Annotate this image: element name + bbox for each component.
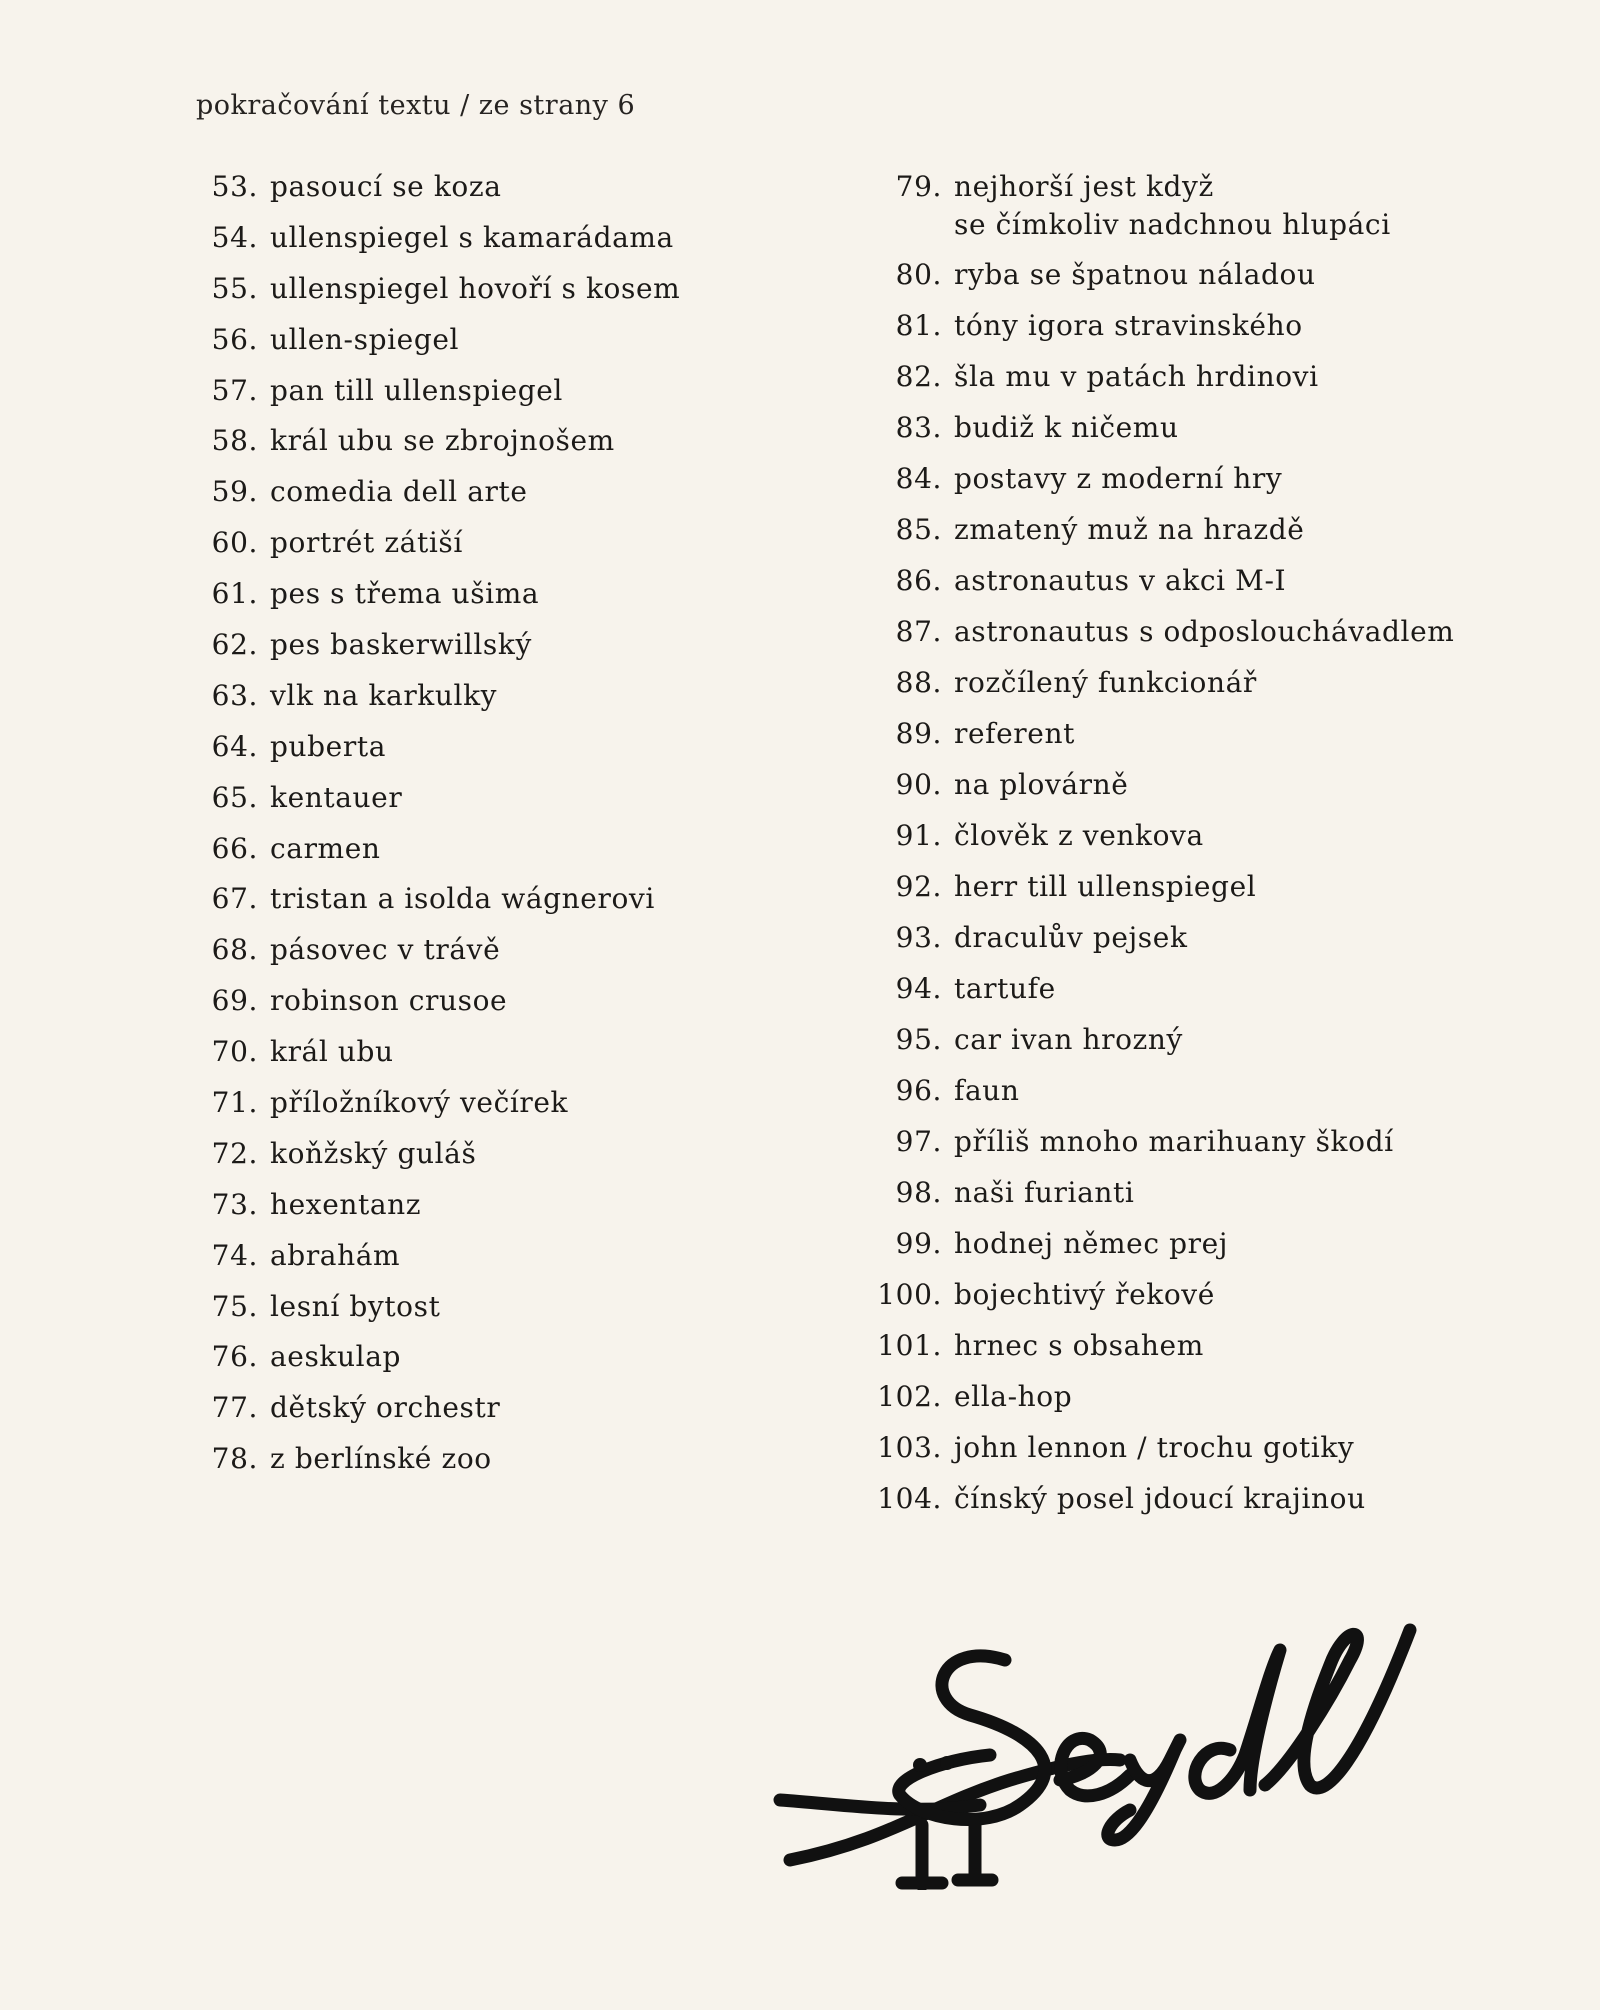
item-title: ella-hop bbox=[954, 1380, 1073, 1413]
item-number: 92. bbox=[895, 870, 942, 903]
item-title: ullenspiegel s kamarádama bbox=[270, 220, 674, 254]
item-title: hrnec s obsahem bbox=[954, 1329, 1204, 1362]
item-title: draculův pejsek bbox=[954, 921, 1188, 954]
item-number: 78. bbox=[211, 1442, 258, 1476]
item-number: 91. bbox=[895, 819, 942, 852]
item-number: 53. bbox=[211, 170, 258, 203]
list-item bbox=[830, 460, 1550, 511]
list-right-column bbox=[830, 168, 1550, 1531]
item-title: nejhorší jest když se čímkoliv nadchnou hlupáci bbox=[954, 170, 1391, 241]
item-number: 74. bbox=[211, 1238, 258, 1272]
item-number: 85. bbox=[895, 513, 942, 546]
item-title: koňžský guláš bbox=[270, 1136, 477, 1170]
list-item bbox=[830, 562, 1550, 613]
item-number: 66. bbox=[211, 831, 258, 865]
list-item bbox=[150, 270, 790, 321]
list-item bbox=[150, 575, 790, 626]
signature-stroke-l bbox=[1265, 1630, 1410, 1788]
item-title: ullenspiegel hovoří s kosem bbox=[270, 271, 681, 305]
item-title: příložníkový večírek bbox=[270, 1086, 569, 1120]
list-item bbox=[150, 524, 790, 575]
item-number: 89. bbox=[895, 717, 942, 750]
item-title: john lennon / trochu gotiky bbox=[954, 1431, 1355, 1464]
item-title: tóny igora stravinského bbox=[954, 309, 1303, 342]
item-number: 87. bbox=[895, 615, 942, 648]
item-title: aeskulap bbox=[270, 1340, 402, 1374]
item-number: 103. bbox=[877, 1431, 942, 1464]
item-title: lesní bytost bbox=[270, 1289, 441, 1323]
item-title: budiž k ničemu bbox=[954, 411, 1179, 444]
list-item bbox=[830, 817, 1550, 868]
item-title: car ivan hrozný bbox=[954, 1023, 1183, 1056]
list-item bbox=[150, 1237, 790, 1288]
list-item bbox=[150, 422, 790, 473]
item-number: 67. bbox=[211, 882, 258, 916]
item-title: ryba se špatnou náladou bbox=[954, 258, 1316, 291]
item-title: robinson crusoe bbox=[270, 984, 508, 1018]
list-item bbox=[150, 626, 790, 677]
item-title: šla mu v patách hrdinovi bbox=[954, 360, 1319, 393]
item-title: kentauer bbox=[270, 780, 403, 814]
item-number: 81. bbox=[895, 309, 942, 342]
item-title: puberta bbox=[270, 729, 386, 763]
item-title: carmen bbox=[270, 831, 381, 865]
list-item bbox=[830, 1276, 1550, 1327]
item-number: 56. bbox=[211, 322, 258, 356]
list-item bbox=[830, 868, 1550, 919]
item-number: 94. bbox=[895, 972, 942, 1005]
signature-leg-left bbox=[902, 1825, 942, 1885]
item-number: 101. bbox=[877, 1329, 942, 1362]
list-item bbox=[150, 1288, 790, 1339]
item-number: 54. bbox=[211, 220, 258, 254]
item-title: tristan a isolda wágnerovi bbox=[270, 882, 655, 916]
item-title: postavy z moderní hry bbox=[954, 462, 1283, 495]
item-number: 62. bbox=[211, 628, 258, 662]
item-number: 96. bbox=[895, 1074, 942, 1107]
list-item bbox=[830, 307, 1550, 358]
signature-image bbox=[770, 1590, 1430, 1890]
list-item bbox=[830, 1429, 1550, 1480]
list-item bbox=[830, 1123, 1550, 1174]
item-number: 60. bbox=[211, 526, 258, 560]
list-item bbox=[150, 779, 790, 830]
list-item bbox=[150, 219, 790, 270]
signature-leg-right bbox=[958, 1822, 992, 1880]
item-number: 58. bbox=[211, 424, 258, 458]
item-title: král ubu se zbrojnošem bbox=[270, 424, 615, 458]
list-item bbox=[150, 168, 790, 219]
list-item bbox=[150, 321, 790, 372]
item-title: abrahám bbox=[270, 1238, 401, 1272]
item-number: 75. bbox=[211, 1289, 258, 1323]
item-number: 102. bbox=[877, 1380, 942, 1413]
item-number: 72. bbox=[211, 1136, 258, 1170]
item-number: 69. bbox=[211, 984, 258, 1018]
item-title: král ubu bbox=[270, 1035, 394, 1069]
item-title: pes baskerwillský bbox=[270, 628, 532, 662]
item-title: vlk na karkulky bbox=[270, 678, 498, 712]
list-item bbox=[830, 1021, 1550, 1072]
item-number: 84. bbox=[895, 462, 942, 495]
item-number: 83. bbox=[895, 411, 942, 444]
list-item bbox=[150, 931, 790, 982]
item-title: hexentanz bbox=[270, 1187, 422, 1221]
list-item bbox=[830, 766, 1550, 817]
item-title: pasoucí se koza bbox=[270, 170, 502, 203]
list-item bbox=[150, 473, 790, 524]
list-item bbox=[150, 982, 790, 1033]
list-item bbox=[150, 728, 790, 779]
item-number: 70. bbox=[211, 1035, 258, 1069]
item-number: 63. bbox=[211, 678, 258, 712]
item-title: portrét zátiší bbox=[270, 526, 463, 560]
list-item bbox=[150, 1084, 790, 1135]
item-title: zmatený muž na hrazdě bbox=[954, 513, 1305, 546]
signature-eye-left bbox=[913, 1758, 927, 1772]
list-item bbox=[830, 1225, 1550, 1276]
item-number: 82. bbox=[895, 360, 942, 393]
list-item bbox=[150, 1135, 790, 1186]
item-number: 64. bbox=[211, 729, 258, 763]
list-item bbox=[830, 1378, 1550, 1429]
item-number: 59. bbox=[211, 475, 258, 509]
item-title: hodnej němec prej bbox=[954, 1227, 1229, 1260]
list-item bbox=[830, 970, 1550, 1021]
list-item bbox=[830, 358, 1550, 409]
item-number: 86. bbox=[895, 564, 942, 597]
item-title: astronautus s odposlouchávadlem bbox=[954, 615, 1455, 648]
item-number: 95. bbox=[895, 1023, 942, 1056]
list-item bbox=[830, 168, 1550, 256]
item-number: 71. bbox=[211, 1086, 258, 1120]
item-number: 73. bbox=[211, 1187, 258, 1221]
item-number: 98. bbox=[895, 1176, 942, 1209]
item-title: dětský orchestr bbox=[270, 1391, 501, 1425]
item-title: rozčílený funkcionář bbox=[954, 666, 1257, 699]
list-item bbox=[830, 1480, 1550, 1531]
list-item bbox=[830, 664, 1550, 715]
item-title: příliš mnoho marihuany škodí bbox=[954, 1125, 1394, 1158]
item-title: na plovárně bbox=[954, 768, 1129, 801]
item-title: člověk z venkova bbox=[954, 819, 1204, 852]
item-number: 100. bbox=[877, 1278, 942, 1311]
list-item bbox=[830, 613, 1550, 664]
item-title: tartufe bbox=[954, 972, 1056, 1005]
item-number: 61. bbox=[211, 577, 258, 611]
item-number: 76. bbox=[211, 1340, 258, 1374]
list-item bbox=[150, 1440, 790, 1491]
list-item bbox=[830, 409, 1550, 460]
item-title: referent bbox=[954, 717, 1075, 750]
signature-eye-right bbox=[940, 1756, 954, 1770]
list-item bbox=[830, 919, 1550, 970]
list-left-column bbox=[150, 168, 790, 1491]
item-number: 68. bbox=[211, 933, 258, 967]
item-number: 88. bbox=[895, 666, 942, 699]
item-number: 93. bbox=[895, 921, 942, 954]
list-item bbox=[150, 1389, 790, 1440]
item-title: pes s třema ušima bbox=[270, 577, 540, 611]
list-item bbox=[830, 511, 1550, 562]
list-item bbox=[830, 1072, 1550, 1123]
item-number: 65. bbox=[211, 780, 258, 814]
item-number: 90. bbox=[895, 768, 942, 801]
list-item bbox=[150, 1338, 790, 1389]
item-title: pan till ullenspiegel bbox=[270, 373, 563, 407]
item-number: 97. bbox=[895, 1125, 942, 1158]
list-item bbox=[150, 1186, 790, 1237]
item-number: 79. bbox=[895, 170, 942, 203]
item-title: ullen-spiegel bbox=[270, 322, 460, 356]
list-item bbox=[150, 880, 790, 931]
item-title: čínský posel jdoucí krajinou bbox=[954, 1482, 1366, 1515]
item-number: 104. bbox=[877, 1482, 942, 1515]
item-title: herr till ullenspiegel bbox=[954, 870, 1257, 903]
list-item bbox=[150, 830, 790, 881]
list-item bbox=[150, 1033, 790, 1084]
list-item bbox=[830, 1327, 1550, 1378]
item-number: 55. bbox=[211, 271, 258, 305]
item-title: astronautus v akci M-I bbox=[954, 564, 1287, 597]
list-item bbox=[150, 677, 790, 728]
item-number: 57. bbox=[211, 373, 258, 407]
list-item bbox=[830, 256, 1550, 307]
item-title: pásovec v trávě bbox=[270, 933, 501, 967]
item-number: 99. bbox=[895, 1227, 942, 1260]
item-title: comedia dell arte bbox=[270, 475, 528, 509]
item-title: naši furianti bbox=[954, 1176, 1135, 1209]
item-title: faun bbox=[954, 1074, 1020, 1107]
signature-stroke-d bbox=[1195, 1650, 1280, 1793]
list-item bbox=[150, 372, 790, 423]
item-number: 77. bbox=[211, 1391, 258, 1425]
item-number: 80. bbox=[895, 258, 942, 291]
item-title: bojechtivý řekové bbox=[954, 1278, 1215, 1311]
list-item bbox=[830, 1174, 1550, 1225]
list-item bbox=[830, 715, 1550, 766]
item-title: z berlínské zoo bbox=[270, 1442, 492, 1476]
page-header: pokračování textu / ze strany 6 bbox=[196, 90, 636, 121]
